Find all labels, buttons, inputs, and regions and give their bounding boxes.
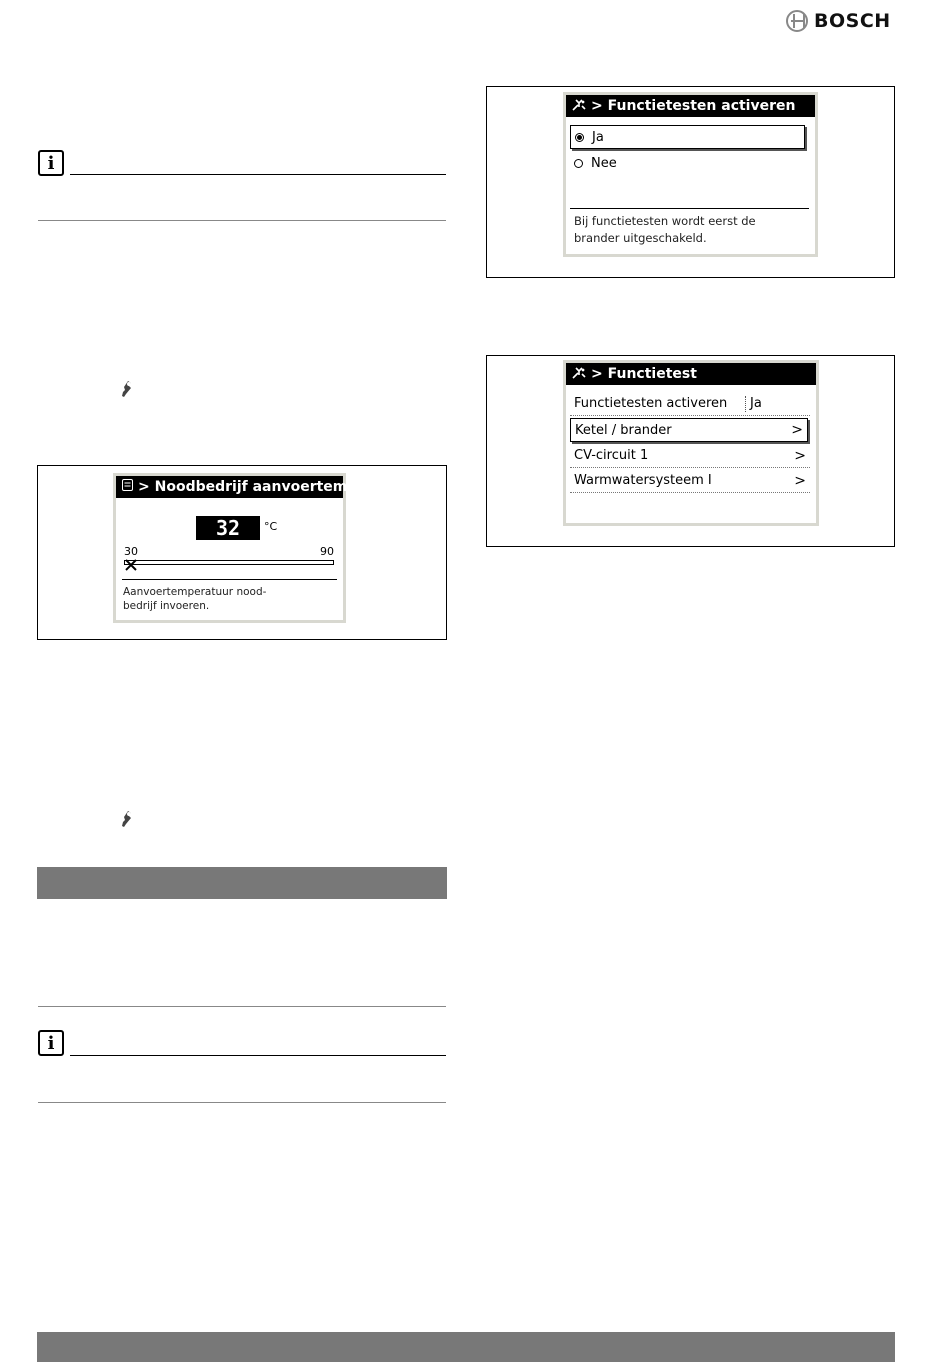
slider-thumb[interactable] xyxy=(125,556,137,568)
menu-item-cv-circuit-1[interactable] xyxy=(570,444,810,468)
help-line-1: Bij functietesten wordt eerst de xyxy=(574,214,756,228)
screen-title-bar: > Functietesten activeren xyxy=(566,95,815,117)
menu-item-ketel-brander[interactable] xyxy=(570,418,808,442)
wrench-icon xyxy=(120,810,134,832)
bosch-logo xyxy=(786,8,898,34)
help-line-1: Aanvoertemperatuur nood- xyxy=(123,586,267,598)
menu-icon xyxy=(122,479,133,495)
help-text xyxy=(123,585,266,613)
note-end-divider xyxy=(38,1102,446,1103)
note-divider xyxy=(70,1055,446,1056)
note-divider xyxy=(70,174,446,175)
help-divider xyxy=(122,579,337,580)
functiontest-icon xyxy=(572,366,586,383)
note-start-divider xyxy=(38,1006,446,1007)
temperature-unit: °C xyxy=(264,520,278,533)
temperature-value[interactable]: 32 xyxy=(196,516,260,540)
screen-title-bar: > Functietest xyxy=(566,363,816,385)
note-end-divider xyxy=(38,220,446,221)
value-separator xyxy=(745,396,746,412)
help-text xyxy=(574,213,756,247)
info-icon: i xyxy=(38,150,64,176)
functiontest-icon xyxy=(572,98,586,115)
figure-functietest xyxy=(486,355,895,547)
help-divider xyxy=(570,208,809,209)
display-screen xyxy=(563,92,818,257)
menu-item-label: Ketel / brander xyxy=(575,422,672,438)
section-header-bar xyxy=(37,867,447,899)
footer-bar xyxy=(37,1332,895,1362)
chevron-right-icon: > xyxy=(791,422,803,438)
help-line-2: brander uitgeschakeld. xyxy=(574,231,707,245)
option-nee[interactable] xyxy=(570,151,809,175)
menu-item-label: CV-circuit 1 xyxy=(574,448,649,463)
temperature-slider[interactable] xyxy=(124,560,334,565)
radio-selected-icon xyxy=(575,133,584,142)
screen-title-bar: > Noodbedrijf aanvoertemp. xyxy=(116,476,343,498)
info-icon: i xyxy=(38,1030,64,1056)
figure-noodbedrijf xyxy=(37,465,447,640)
wrench-icon xyxy=(120,380,134,402)
radio-unselected-icon xyxy=(574,159,583,168)
figure-functietesten-activeren xyxy=(486,86,895,278)
bosch-armature-icon xyxy=(786,10,808,32)
option-label: Nee xyxy=(591,155,617,171)
menu-item-warmwatersysteem-1[interactable] xyxy=(570,469,810,493)
menu-item-label: Functietesten activeren xyxy=(574,396,728,411)
slider-min-label: 30 xyxy=(124,545,138,558)
chevron-right-icon: > xyxy=(794,472,806,489)
help-line-2: bedrijf invoeren. xyxy=(123,600,210,612)
menu-item-label: Warmwatersysteem I xyxy=(574,473,712,488)
screen-title: Functietest xyxy=(607,366,697,382)
option-ja[interactable] xyxy=(570,125,805,149)
screen-title: Functietesten activeren xyxy=(607,98,796,114)
display-screen xyxy=(113,473,363,623)
brand-name: BOSCH xyxy=(814,10,891,32)
chevron-right-icon: > xyxy=(794,447,806,464)
screen-title: Noodbedrijf aanvoertemp. xyxy=(154,479,363,495)
option-label: Ja xyxy=(592,129,604,145)
slider-max-label: 90 xyxy=(320,545,334,558)
display-screen xyxy=(563,360,819,526)
menu-item-value: Ja xyxy=(750,396,762,411)
menu-item-functietesten-activeren[interactable] xyxy=(570,392,810,416)
